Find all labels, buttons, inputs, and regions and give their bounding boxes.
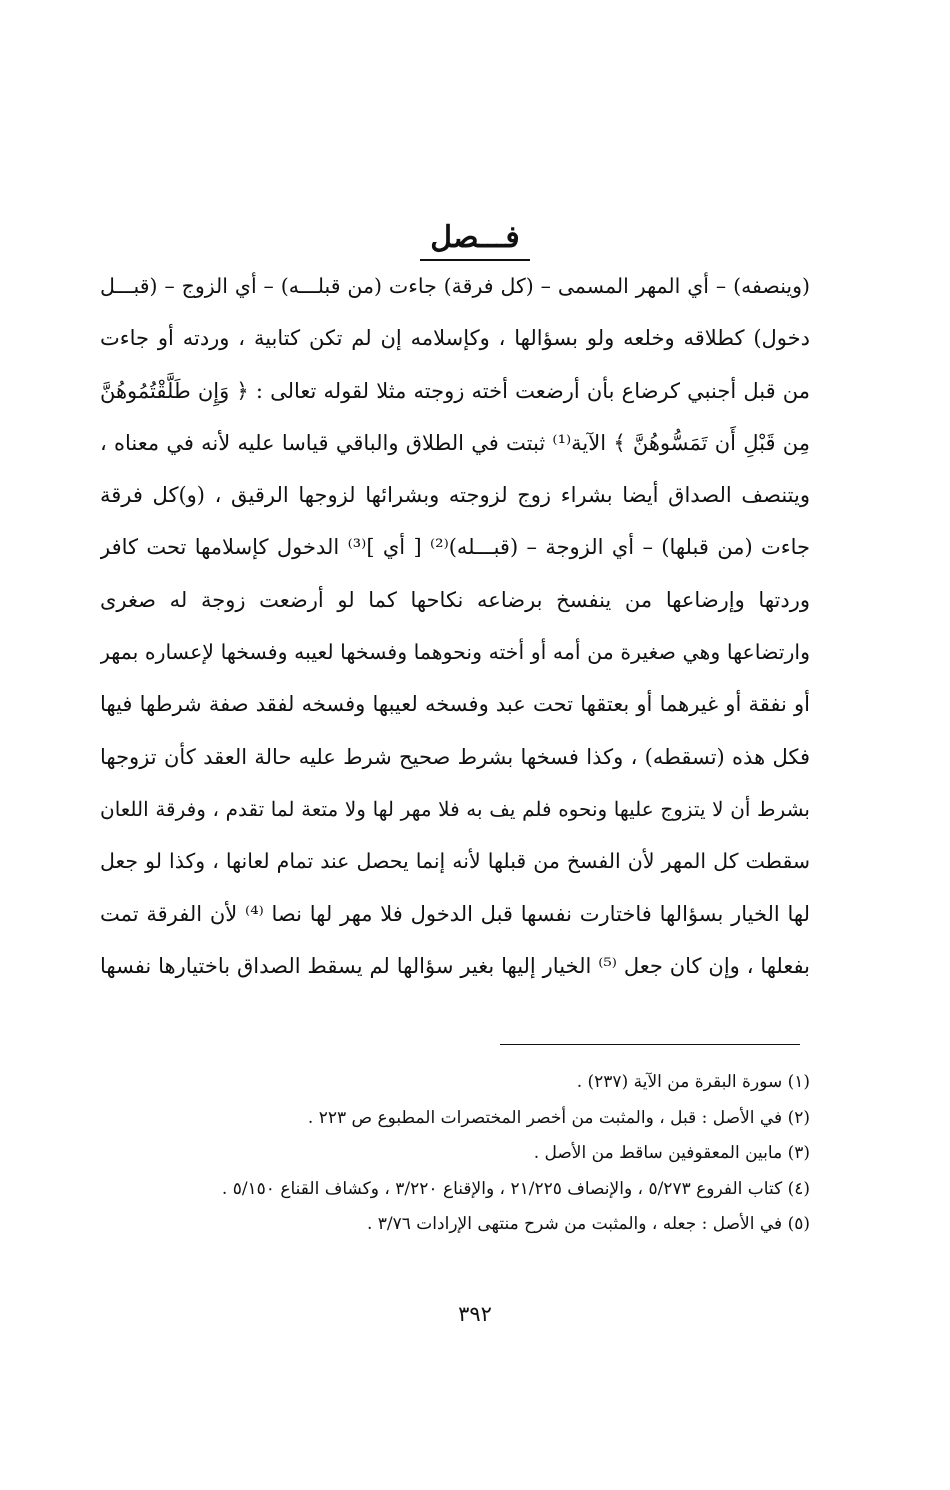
body-line: سقطت كل المهر لأن الفسخ من قبلها لأنه إنما يحصل عند تمام لعانها ، وكذا لو جعل: [100, 849, 810, 874]
body-line: وردتها وإرضاعها من ينفسخ برضاعه نكاحها كما لو أرضعت زوجة له صغرى: [100, 587, 810, 612]
footnote-divider: [500, 1044, 800, 1045]
body-line: (وينصفه) – أي المهر المسمى – (كل فرقة) جاءت (من قبلـــه) – أي الزوج – (قبـــل: [100, 274, 810, 298]
body-line: لها الخيار بسؤالها فاختارت نفسها قبل الدخول فلا مهر لها نصا ⁽⁴⁾ لأن الفرقة تمت: [100, 901, 810, 926]
page-number: ٣٩٢: [458, 1302, 492, 1326]
footnote-3: (٣) مابين المعقوفين ساقط من الأصل .: [533, 1143, 810, 1163]
footnote-5: (٥) في الأصل : جعله ، والمثبت من شرح منتهى الإرادات ٣/٧٦ .: [366, 1214, 810, 1234]
footnote-2: (٢) في الأصل : قبل ، والمثبت من أخصر المختصرات المطبوع ص ٢٢٣ .: [307, 1107, 810, 1128]
body-text: [100, 260, 810, 992]
body-line: بفعلها ، وإن كان جعل ⁽⁵⁾ الخيار إليها بغير سؤالها لم يسقط الصداق باختيارها نفسها: [100, 953, 810, 978]
body-line: بشرط أن لا يتزوج عليها ونحوه فلم يف به فلا مهر لها ولا متعة لما تقدم ، وفرقة اللعان: [100, 796, 810, 821]
footnote-4: (٤) كتاب الفروع ٥/٢٧٣ ، والإنصاف ٢١/٢٢٥ ، والإقناع ٣/٢٢٠ ، وكشاف القناع ٥/١٥٠ .: [221, 1178, 810, 1199]
body-line: ويتنصف الصداق أيضا بشراء زوج لزوجته وبشرائها لزوجها الرقيق ، (و)كل فرقة: [100, 483, 810, 508]
section-heading-text: فـــصل: [420, 220, 529, 261]
footnote-1: (١) سورة البقرة من الآية (٢٣٧) .: [576, 1072, 810, 1092]
body-line: أو نفقة أو غيرهما أو بعتقها تحت عبد وفسخه لعيبها وفسخه لفقد صفة شرطها فيها: [100, 692, 810, 717]
body-line: وارتضاعها وهي صغيرة من أمه أو أخته ونحوهما وفسخها لعيبه وفسخها لإعساره بمهر: [100, 640, 810, 665]
section-heading: [0, 220, 950, 261]
body-line: دخول) كطلاقه وخلعه ولو بسؤالها ، وكإسلامه إن لم تكن كتابية ، وردته أو جاءت: [100, 326, 810, 351]
body-line: من قبل أجنبي كرضاع بأن أرضعت أخته زوجته مثلا لقوله تعالى : ﴿ وَإِن طَلَّقْتُمُوهُنَّ: [100, 378, 810, 403]
body-line: جاءت (من قبلها) – أي الزوجة – (قبـــله)⁽²⁾ [ أي ]⁽³⁾ الدخول كإسلامها تحت كافر: [100, 535, 810, 560]
body-line: مِن قَبْلِ أَن تَمَسُّوهُنَّ ﴾ الآية⁽¹⁾ ثبتت في الطلاق والباقي قياسا عليه لأنه في معناه ،: [100, 430, 810, 455]
footnotes: [100, 1065, 810, 1243]
body-line: فكل هذه (تسقطه) ، وكذا فسخها بشرط صحيح شرط عليه حالة العقد كأن تزوجها: [100, 744, 810, 769]
